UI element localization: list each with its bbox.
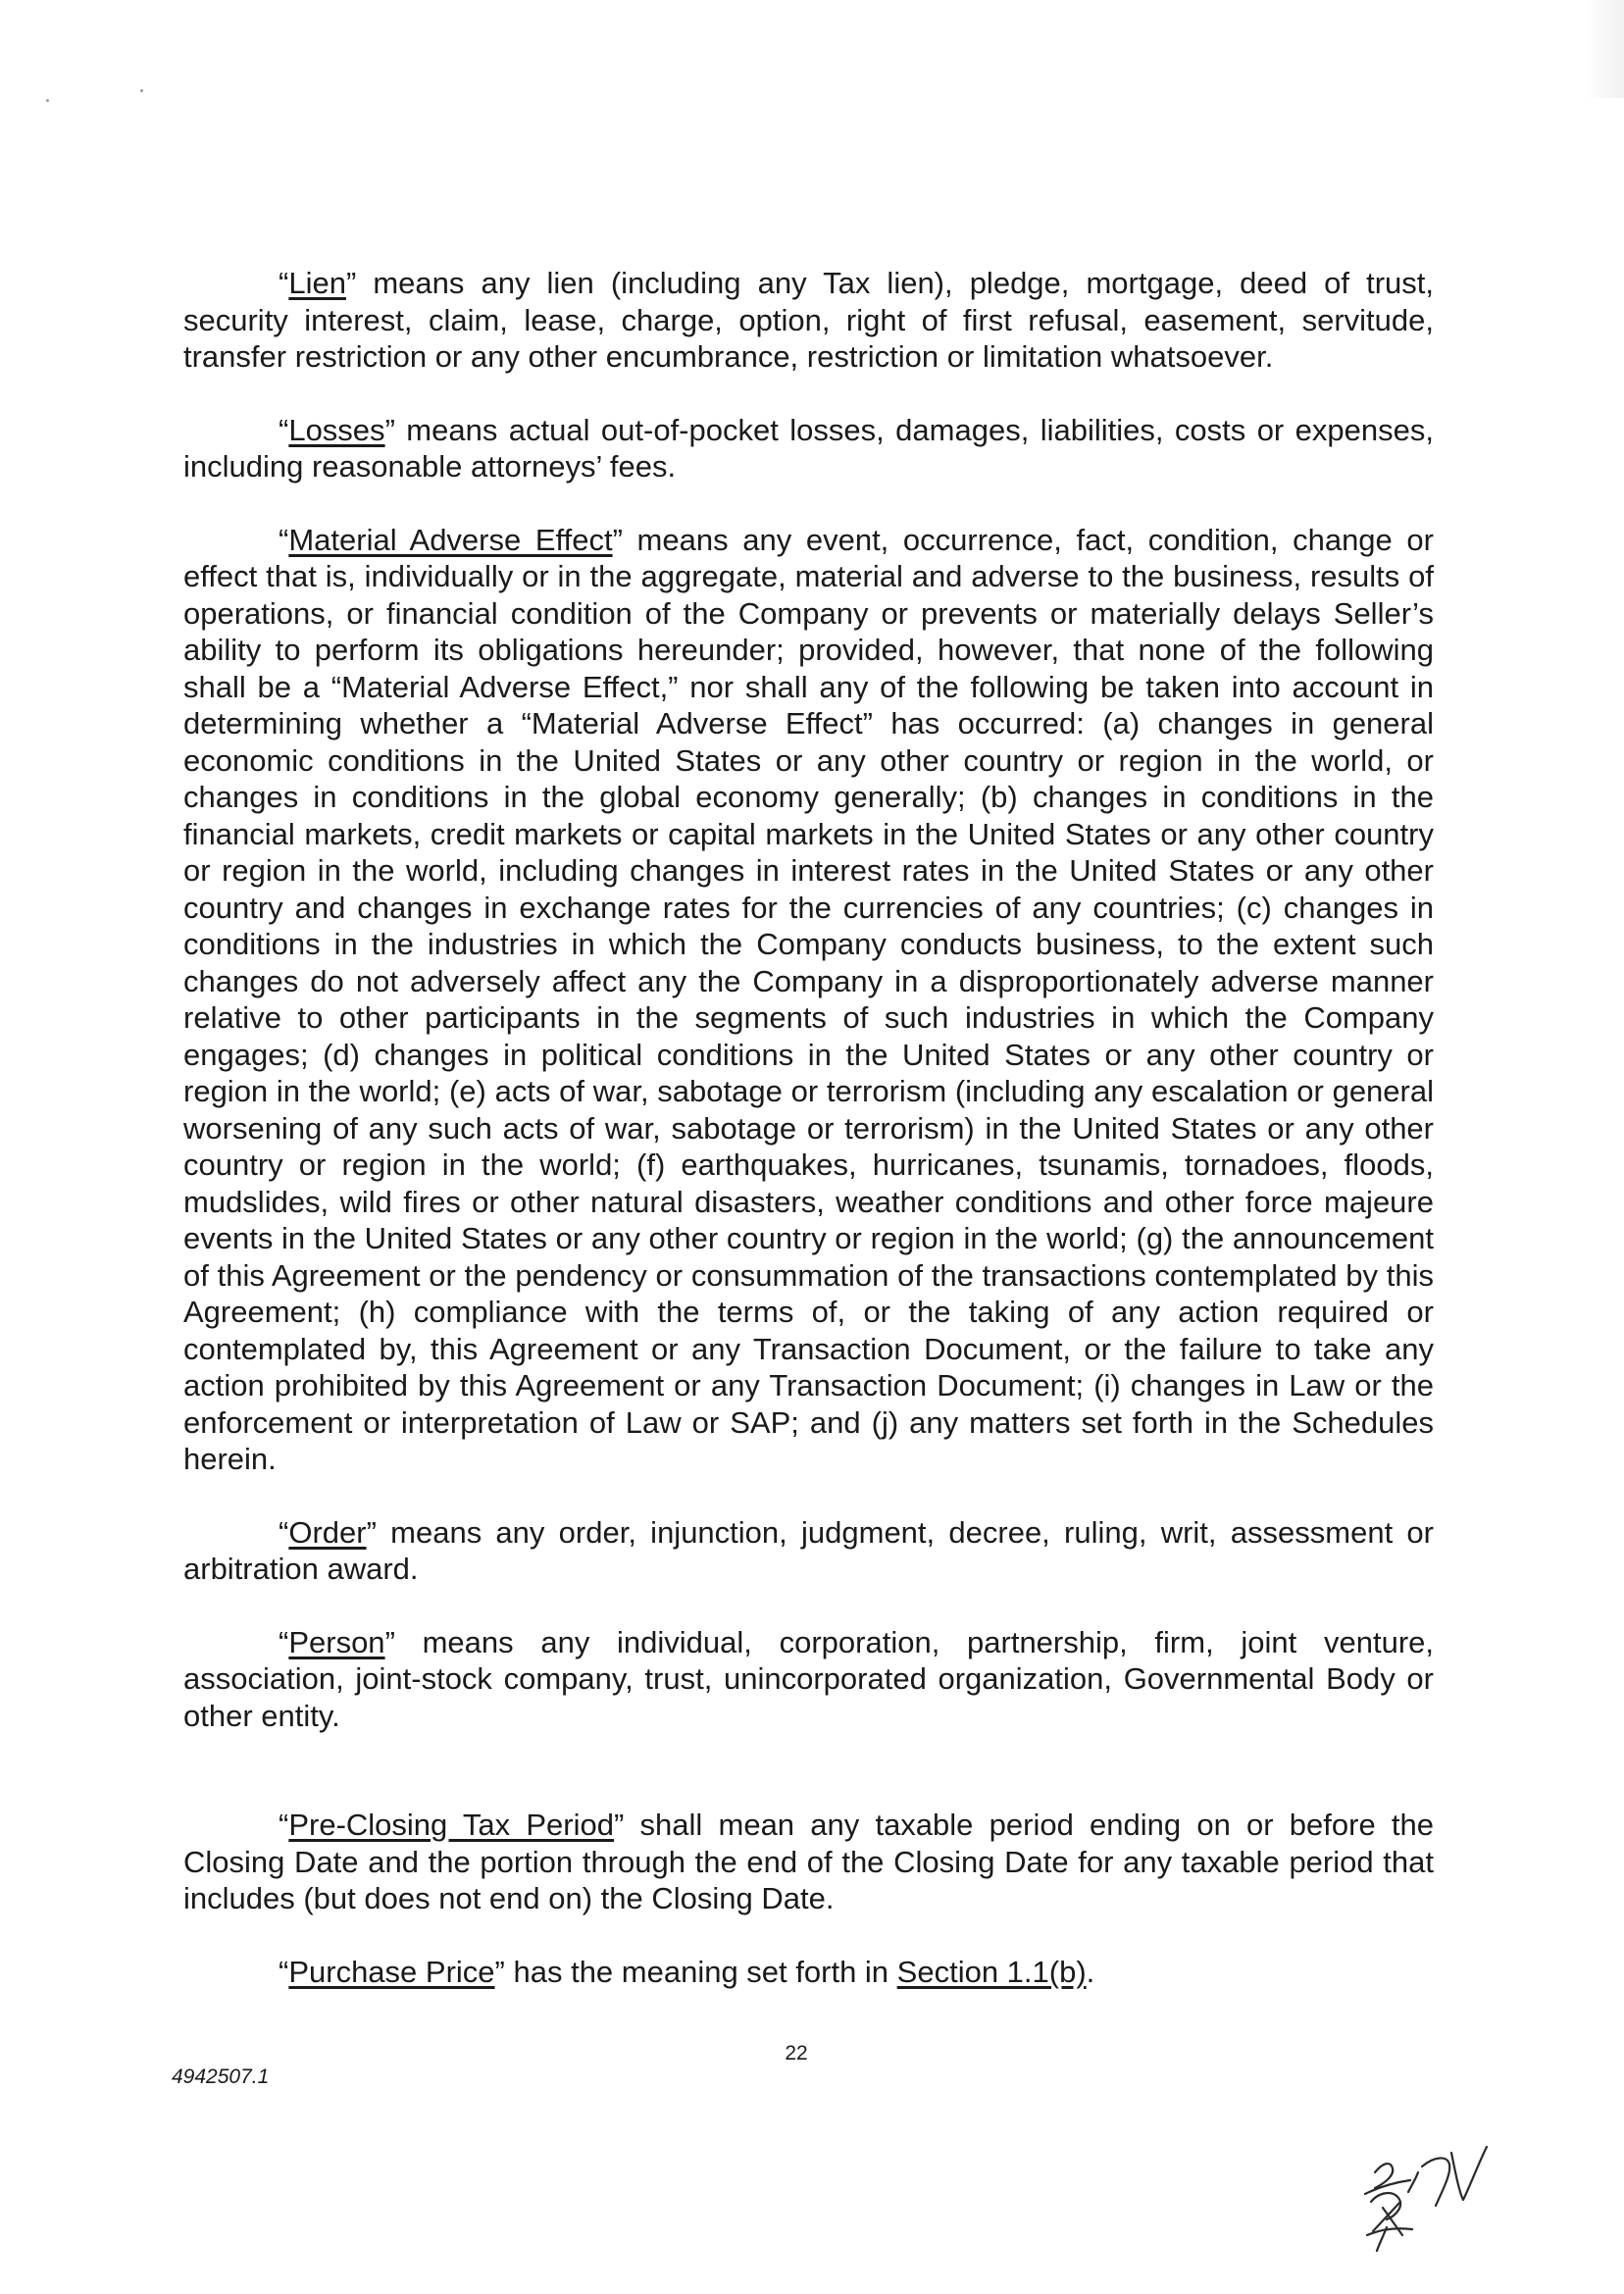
document-id: 4942507.1 bbox=[172, 2065, 270, 2088]
defined-term: Purchase Price bbox=[288, 1954, 495, 1989]
section-cross-reference: Section 1.1(b) bbox=[896, 1954, 1087, 1989]
definition-pre-closing-tax-period: “Pre-Closing Tax Period” shall mean any taxable period ending on or before the Closing Date and the portion through the end of the Closing Date for any taxable period that includes (but does not end on) the Closing Date. bbox=[183, 1808, 1435, 1915]
definition-text: ” means any individual, corporation, partnership, firm, joint venture, association, joint-stock company, trust, unincorporated organization, Governmental Body or other entity. bbox=[183, 1624, 1434, 1733]
defined-term: Losses bbox=[288, 412, 385, 447]
definition-text: ” shall mean any taxable period ending on or before the Closing Date and the portion through the end of the Closing Date for any taxable period that includes (but does not end on) the Closing Date. bbox=[183, 1808, 1435, 1915]
handwritten-initials bbox=[1353, 2133, 1500, 2261]
scan-shadow bbox=[1585, 0, 1624, 98]
definition-text: ” means actual out-of-pocket losses, damages, liabilities, costs or expenses, including reasonable attorneys’ fees. bbox=[183, 412, 1434, 484]
scan-speck bbox=[46, 99, 49, 102]
definitions-body bbox=[183, 265, 1434, 1990]
defined-term: Person bbox=[288, 1624, 385, 1659]
defined-term: Lien bbox=[288, 266, 346, 300]
definition-text: ” means any event, occurrence, fact, condition, change or effect that is, individually or in the aggregate, material and adverse to the business, results of operations, or financial condition of the Company or prevents or materially delays Seller’s ability to perform its obligations hereunder; provided, however, that none of the following shall be a “Material Adverse Effect,” nor shall any of the following be taken into account in determining whether a “Material Adverse Effect” has occurred: (a) changes in general economic conditions in the United States or any other country or region in the world, or changes in conditions in the global economy generally; (b) changes in conditions in the financial markets, credit markets or capital markets in the United States or any other country or region in the world, including changes in interest rates in the United States or any other country and changes in exchange rates for the currencies of any countries; (c) changes in conditions in the industries in which the Company conducts business, to the extent such changes do not adversely affect any the Company in a disproportionately adverse manner relative to other participants in the segments of such industries in which the Company engages; (d) changes in political conditions in the United States or any other country or region in the world; (e) acts of war, sabotage or terrorism (including any escalation or general worsening of any such acts of war, sabotage or terrorism) in the United States or any other country or region in the world; (f) earthquakes, hurricanes, tsunamis, tornadoes, floods, mudslides, wild fires or other natural disasters, weather conditions and other force majeure events in the United States or any other country or region in the world; (g) the announcement of this Agreement or the pendency or consummation of the transactions contemplated by this Agreement; (h) compliance with the terms of, or the taking of any action required or contemplated by, this Agreement or any Transaction Document, or the failure to take any action prohibited by this Agreement or any Transaction Document; (i) changes in Law or the enforcement or interpretation of Law or SAP; and (j) any matters set forth in the Schedules herein. bbox=[183, 522, 1434, 1476]
defined-term: Order bbox=[288, 1514, 367, 1550]
page-number: 22 bbox=[785, 2042, 808, 2065]
definition-purchase-price: “Purchase Price” has the meaning set forth in Section 1.1(b). bbox=[279, 1954, 1095, 1989]
definition-lien: “Lien” means any lien (including any Tax lien), pledge, mortgage, deed of trust, security interest, claim, lease, charge, option, right of first refusal, easement, servitude, transfer restriction or any other encumbrance, restriction or limitation whatsoever. bbox=[183, 266, 1434, 374]
defined-term: Pre-Closing Tax Period bbox=[288, 1808, 614, 1842]
definition-text: ” has the meaning set forth in bbox=[494, 1954, 897, 1989]
definition-text: ” means any order, injunction, judgment, decree, ruling, writ, assessment or arbitration award. bbox=[183, 1514, 1434, 1586]
defined-term: Material Adverse Effect bbox=[288, 522, 613, 557]
definition-order: “Order” means any order, injunction, judgment, decree, ruling, writ, assessment or arbitration award. bbox=[183, 1514, 1434, 1586]
scan-speck bbox=[140, 89, 143, 92]
definition-losses: “Losses” means actual out-of-pocket losses, damages, liabilities, costs or expenses, including reasonable attorneys’ fees. bbox=[183, 412, 1434, 484]
definition-material-adverse-effect: “Material Adverse Effect” means any event, occurrence, fact, condition, change or effect that is, individually or in the aggregate, material and adverse to the business, results of operations, or financial condition of the Company or prevents or materially delays Seller’s ability to perform its obligations hereunder; provided, however, that none of the following shall be a “Material Adverse Effect,” nor shall any of the following be taken into account in determining whether a “Material Adverse Effect” has occurred: (a) changes in general economic conditions in the United States or any other country or region in the world, or changes in conditions in the global economy generally; (b) changes in conditions in the financial markets, credit markets or capital markets in the United States or any other country or region in the world, including changes in interest rates in the United States or any other country and changes in exchange rates for the currencies of any countries; (c) changes in conditions in the industries in which the Company conducts business, to the extent such changes do not adversely affect any the Company in a disproportionately adverse manner relative to other participants in the segments of such industries in which the Company engages; (d) changes in political conditions in the United States or any other country or region in the world; (e) acts of war, sabotage or terrorism (including any escalation or general worsening of any such acts of war, sabotage or terrorism) in the United States or any other country or region in the world; (f) earthquakes, hurricanes, tsunamis, tornadoes, floods, mudslides, wild fires or other natural disasters, weather conditions and other force majeure events in the United States or any other country or region in the world; (g) the announcement of this Agreement or the pendency or consummation of the transactions contemplated by this Agreement; (h) compliance with the terms of, or the taking of any action required or contemplated by, this Agreement or any Transaction Document, or the failure to take any action prohibited by this Agreement or any Transaction Document; (i) changes in Law or the enforcement or interpretation of Law or SAP; and (j) any matters set forth in the Schedules herein. bbox=[183, 522, 1434, 1476]
definition-person: “Person” means any individual, corporation, partnership, firm, joint venture, association, joint-stock company, trust, unincorporated organization, Governmental Body or other entity. bbox=[183, 1624, 1434, 1733]
definition-text: ” means any lien (including any Tax lien), pledge, mortgage, deed of trust, security interest, claim, lease, charge, option, right of first refusal, easement, servitude, transfer restriction or any other encumbrance, restriction or limitation whatsoever. bbox=[183, 266, 1434, 374]
